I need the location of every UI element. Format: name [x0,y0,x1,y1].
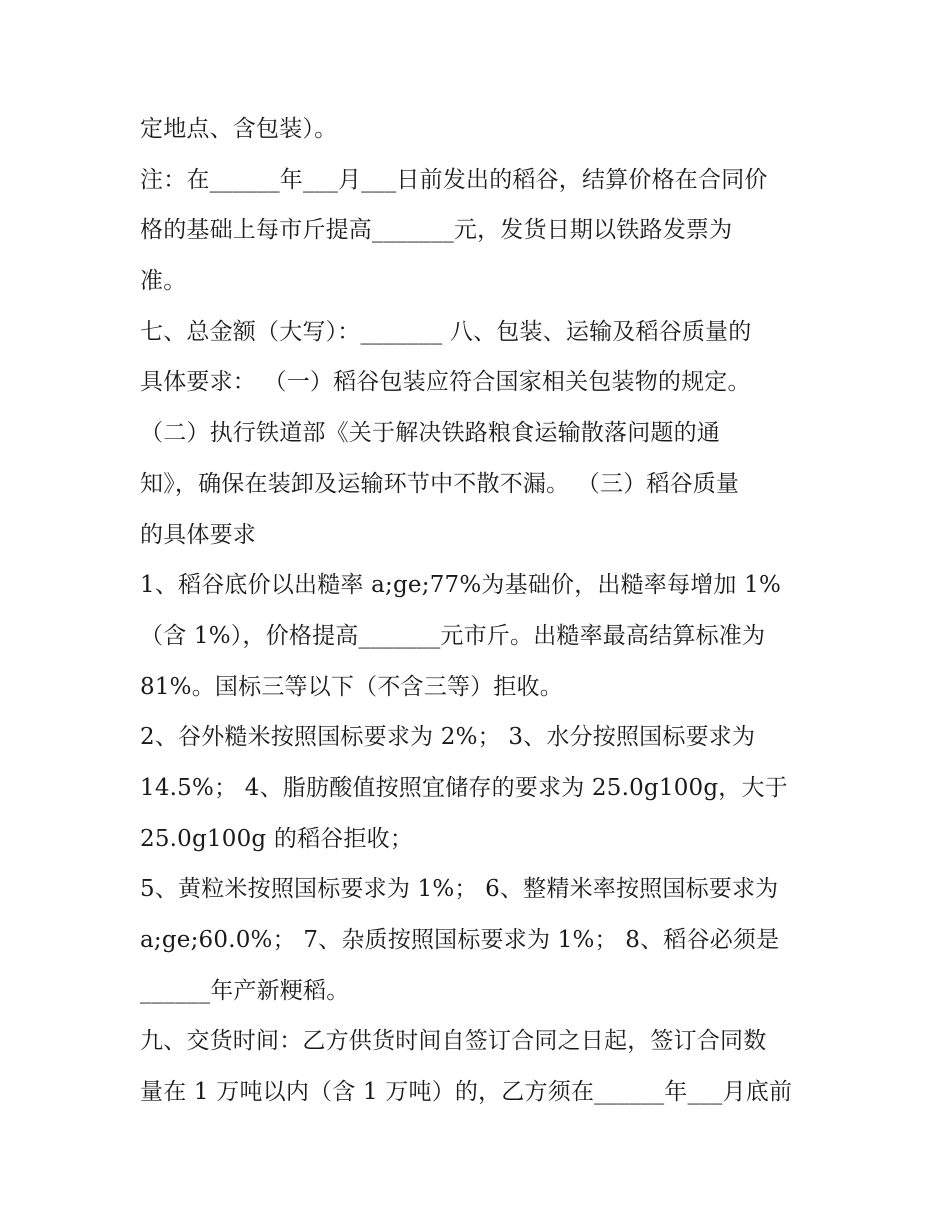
text-line: 注：在______年___月___日前发出的稻谷，结算价格在合同价 [140,166,768,193]
text-line: （二）执行铁道部《关于解决铁路粮食运输散落问题的通 [140,420,720,447]
text-line: 5、黄粒米按照国标要求为 1%； 6、整精米率按照国标要求为 [140,876,779,903]
text-line: 81%。国标三等以下（不含三等）拒收。 [140,673,563,700]
text-line: 定地点、含包装）。 [140,116,338,142]
text-line: 1、稻谷底价以出糙率 a;ge;77%为基础价，出糙率每增加 1% [140,572,782,599]
text-line: 25.0g100g 的稻谷拒收； [140,825,414,852]
contract-text [140,104,820,1118]
text-line: a;ge;60.0%； 7、杂质按照国标要求为 1%； 8、稻谷必须是 [140,927,780,953]
text-line: 七、总金额（大写）：_______ 八、包装、运输及稻谷质量的 [140,318,752,345]
text-line: 2、谷外糙米按照国标要求为 2%； 3、水分按照国标要求为 [140,724,756,751]
text-line: （含 1%），价格提高_______元市斤。出糙率最高结算标准为 [140,622,766,649]
text-line: 量在 1 万吨以内（含 1 万吨）的，乙方须在______年___月底前 [140,1079,793,1106]
text-line: 的具体要求 [140,521,256,548]
text-line: ______年产新粳稻。 [140,977,350,1004]
text-line: 知》，确保在装卸及运输环节中不散不漏。 （三）稻谷质量 [140,470,740,497]
text-line: 格的基础上每市斤提高_______元，发货日期以铁路发票为 [140,217,733,244]
text-line: 14.5%； 4、脂肪酸值按照宜储存的要求为 25.0g100g，大于 [140,774,788,801]
text-line: 准。 [140,268,187,295]
text-line: 九、交货时间：乙方供货时间自签订合同之日起，签订合同数 [140,1028,767,1055]
text-line: 具体要求： （一）稻谷包装应符合国家相关包装物的规定。 [140,369,751,396]
